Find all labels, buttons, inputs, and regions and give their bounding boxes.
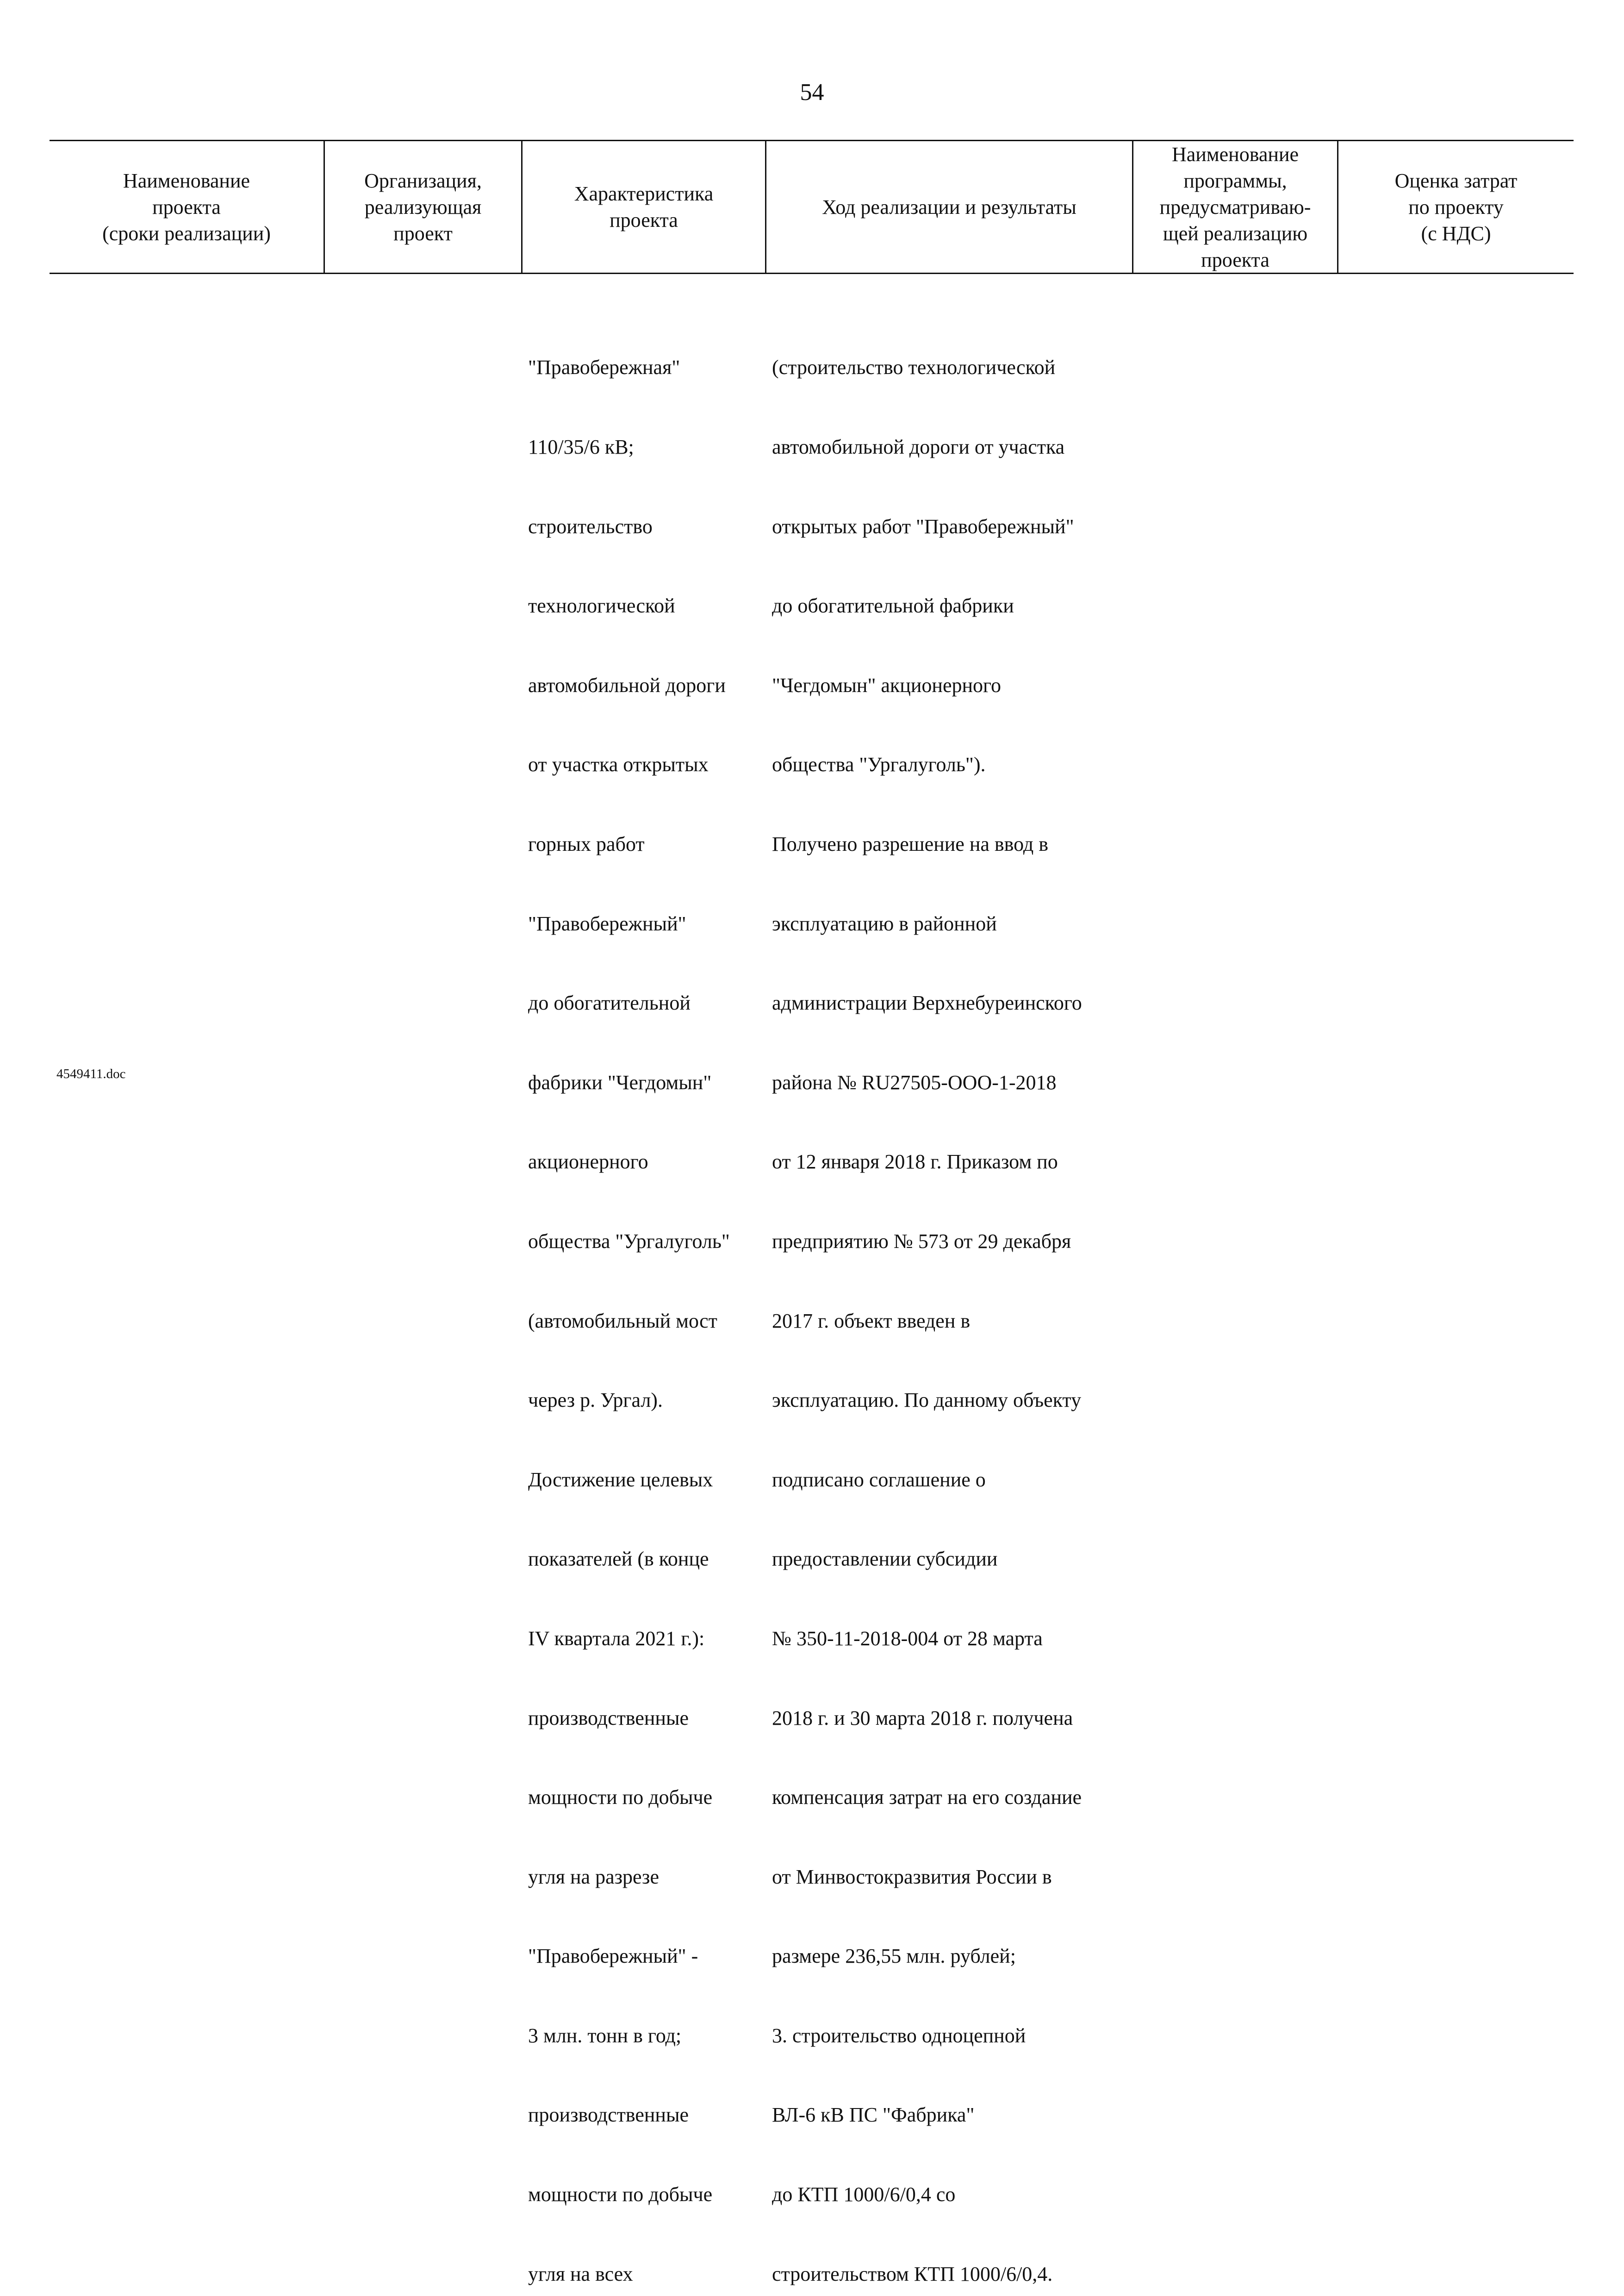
header-line: Ход реализации и результаты [822,195,1076,218]
header-line: проекта [1201,248,1269,271]
text-line: общества "Ургалуголь"). [772,753,986,776]
text-line: до обогатительной фабрики [772,594,1014,618]
text-line: Получено разрешение на ввод в [772,832,1049,855]
page-number: 54 [800,79,824,106]
header-program [1133,141,1337,273]
text-line: "Чегдомын" акционерного [772,674,1001,697]
header-project-name [50,141,324,273]
text-line: до КТП 1000/6/0,4 со [772,2183,956,2206]
text-line: Достижение целевых [528,1468,713,1491]
header-line: Наименование [1171,143,1299,166]
text-line: до обогатительной [528,992,691,1015]
text-line: фабрики "Чегдомын" [528,1071,712,1094]
text-line: автомобильной дороги от участка [772,436,1065,458]
text-line: открытых работ "Правобережный" [772,515,1074,538]
text-line: "Правобережная" [528,356,680,379]
header-line: (с НДС) [1421,222,1491,245]
text-line: мощности по добыче [528,2183,713,2206]
text-line: акционерного [528,1150,648,1173]
header-line: реализующая [364,195,482,218]
document-id: 4549411.doc [56,1067,126,1081]
text-line: через р. Ургал). [528,1389,663,1412]
characteristic-cell [528,301,730,2296]
text-line: производственные [528,1706,689,1729]
header-line: проекта [610,209,678,231]
text-line: от Минвостокразвития России в [772,1865,1052,1888]
header-cost [1338,141,1574,273]
text-line: от 12 января 2018 г. Приказом по [772,1150,1058,1173]
text-line: производственные [528,2103,689,2127]
text-line: угля на разрезе [528,1865,659,1888]
text-line: ВЛ-6 кВ ПС "Фабрика" [772,2103,975,2127]
header-line: Характеристика [574,182,714,205]
text-line: (автомобильный мост [528,1309,717,1332]
text-line: 2017 г. объект введен в [772,1309,971,1332]
header-line: (сроки реализации) [102,222,271,245]
text-line: эксплуатацию. По данному объекту [772,1389,1082,1412]
text-line: администрации Верхнебуреинского [772,992,1082,1015]
header-line: Организация, [364,169,482,192]
header-bottom-border [50,273,1574,274]
header-line: щей реализацию [1163,222,1308,245]
text-line: № 350-11-2018-004 от 28 марта [772,1627,1043,1650]
progress-cell [772,301,1082,2296]
header-line: проекта [152,195,221,218]
text-line: 3 млн. тонн в год; [528,2024,682,2047]
text-line: угля на всех [528,2262,633,2285]
text-line: горных работ [528,832,645,855]
header-line: программы, [1183,169,1287,192]
text-line: подписано соглашение о [772,1468,986,1491]
text-line: строительством КТП 1000/6/0,4. [772,2262,1053,2285]
text-line: 2018 г. и 30 марта 2018 г. получена [772,1706,1073,1729]
header-line: предусматриваю- [1159,195,1311,218]
text-line: "Правобережный" - [528,1945,698,1968]
text-line: района № RU27505-ООО-1-2018 [772,1071,1057,1094]
header-line: проект [393,222,453,245]
text-line: компенсация затрат на его создание [772,1786,1082,1809]
text-line: технологической [528,594,675,618]
text-line: от участка открытых [528,753,709,776]
text-line: показателей (в конце [528,1547,709,1571]
text-line: строительство [528,515,653,538]
text-line: размере 236,55 млн. рублей; [772,1945,1016,1968]
text-line: "Правобережный" [528,912,686,935]
text-line: эксплуатацию в районной [772,912,997,935]
header-progress [766,141,1132,273]
text-line: предприятию № 573 от 29 декабря [772,1229,1071,1253]
header-line: по проекту [1408,195,1504,218]
header-characteristic [523,141,765,273]
text-line: общества "Ургалуголь" [528,1229,730,1253]
header-organization [325,141,521,273]
header-line: Наименование [123,169,250,192]
text-line: предоставлении субсидии [772,1547,998,1571]
text-line: автомобильной дороги [528,674,726,697]
text-line: (строительство технологической [772,356,1056,379]
text-line: IV квартала 2021 г.): [528,1627,705,1650]
text-line: мощности по добыче [528,1786,713,1809]
text-line: 3. строительство одноцепной [772,2024,1026,2047]
text-line: 110/35/6 кВ; [528,436,634,458]
header-line: Оценка затрат [1394,169,1518,192]
